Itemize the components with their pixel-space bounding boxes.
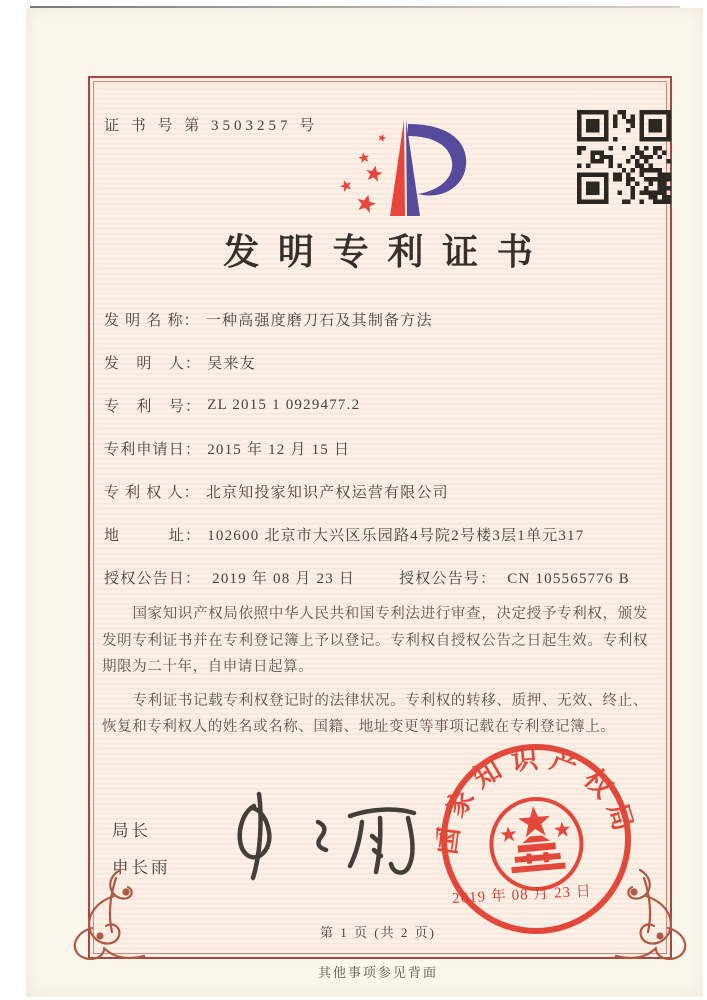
- grant-date-group: [104, 567, 355, 588]
- certificate-number: 证 书 号 第 3503257 号: [104, 118, 319, 134]
- field-label: 地 址：: [104, 528, 202, 544]
- field-label: 专利申请日：: [104, 442, 202, 458]
- cnipa-logo-icon: [330, 110, 482, 228]
- national-emblem-icon: [488, 795, 586, 893]
- field-list: [104, 298, 652, 599]
- field-application-date: [104, 427, 652, 470]
- field-address: [104, 513, 652, 556]
- seal-date: 2019 年 08 月 23 日: [451, 883, 593, 907]
- field-patentee: [104, 470, 652, 513]
- back-side-note: 其他事项参见背面: [317, 965, 438, 980]
- qr-code: [577, 110, 671, 204]
- field-value: ZL 2015 1 0929477.2: [207, 397, 361, 413]
- field-value: 一种高强度磨刀石及其制备方法: [205, 313, 433, 329]
- field-value: 102600 北京市大兴区乐园路4号院2号楼3层1单元317: [207, 528, 585, 544]
- grant-number-group: [399, 567, 630, 588]
- field-label: 专 利 权 人：: [104, 485, 200, 501]
- grant-date-label: 授权公告日：: [104, 571, 202, 587]
- field-label: 专 利 号：: [104, 399, 202, 415]
- legal-paragraph-2: 专利证书记载专利权登记时的法律状况。专利权的转移、质押、无效、终止、恢复和专利权人的姓名或名称、国籍、地址变更等事项记载在专利登记簿上。: [102, 692, 648, 735]
- field-label: 发 明 人：: [104, 356, 202, 372]
- certificate-title: 发明专利证书: [223, 232, 552, 272]
- field-value: 北京知投家知识产权运营有限公司: [205, 485, 449, 501]
- corner-flourish-icon: [56, 866, 148, 964]
- legal-paragraph-1: 国家知识产权局依照中华人民共和国专利法进行审查，决定授予专利权，颁发发明专利证书并在专利登记簿上予以登记。专利权自授权公告之日起生效。专利权期限为二十年，自申请日起算。: [102, 606, 648, 675]
- field-grant-announcement: [104, 556, 652, 599]
- grant-number-label: 授权公告号：: [399, 571, 497, 587]
- field-value: 吴来友: [207, 356, 256, 372]
- field-label: 发 明 名 称：: [104, 313, 200, 329]
- director-name: 申长雨: [112, 858, 171, 877]
- seal-org-text: 国家知识产权局: [431, 742, 642, 857]
- field-value: 2015 年 12 月 15 日: [207, 442, 351, 458]
- field-invention-name: [104, 298, 652, 341]
- grant-date-value: 2019 年 08 月 23 日: [212, 571, 356, 587]
- legal-text: [102, 601, 648, 748]
- director-title: 局长: [112, 821, 151, 840]
- scan-edge-artifact: [30, 6, 680, 8]
- grant-number-value: CN 105565776 B: [507, 571, 630, 587]
- page-number: 第 1 页 (共 2 页): [320, 925, 436, 940]
- corner-flourish-icon: [612, 866, 704, 964]
- signature-handwriting: [222, 786, 427, 888]
- field-inventor: [104, 341, 652, 384]
- field-patent-number: [104, 384, 652, 427]
